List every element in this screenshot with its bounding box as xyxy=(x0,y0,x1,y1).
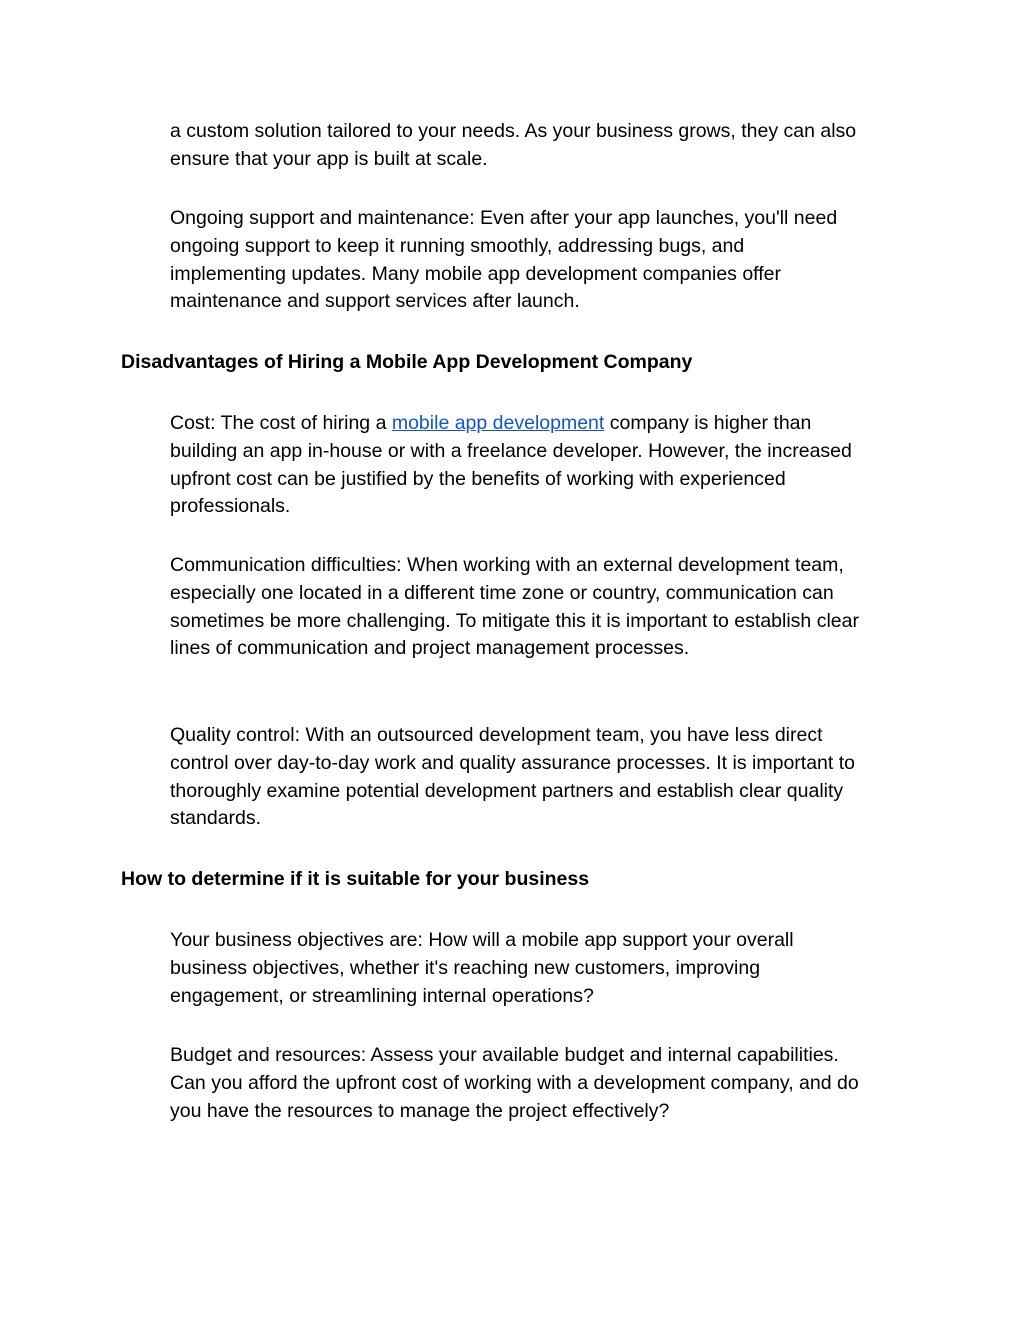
communication-paragraph: Communication difficulties: When working with an external development team, especially one located in a different time zone or country, communication can sometimes be more challenging. To mitigate this it is important to establish clear lines of communication and project management processes. xyxy=(170,554,859,660)
disadvantages-heading: Disadvantages of Hiring a Mobile App Development Company xyxy=(121,351,693,373)
cost-paragraph xyxy=(170,410,860,521)
intro-paragraph: a custom solution tailored to your needs. As your business grows, they can also ensure that your app is built at scale. xyxy=(170,120,857,170)
suitability-heading: How to determine if it is suitable for your business xyxy=(121,868,590,890)
cost-text-after-link: company is higher than building an app in-house or with a freelance developer. However, the increased upfront cost can be justified by the benefits of working with experienced professionals. xyxy=(170,412,852,518)
mobile-app-development-link[interactable]: mobile app development xyxy=(391,412,605,434)
budget-paragraph: Budget and resources: Assess your available budget and internal capabilities. Can you afford the upfront cost of working with a development company, and do you have the resources to manage the project effectively? xyxy=(170,1044,859,1122)
objectives-paragraph: Your business objectives are: How will a mobile app support your overall business objectives, whether it's reaching new customers, improving engagement, or streamlining internal operations? xyxy=(170,929,794,1007)
quality-paragraph: Quality control: With an outsourced development team, you have less direct control over day-to-day work and quality assurance processes. It is important to thoroughly examine potential development partners and establish clear quality standards. xyxy=(170,724,855,830)
cost-text-before-link: Cost: The cost of hiring a xyxy=(170,412,392,434)
support-paragraph: Ongoing support and maintenance: Even after your app launches, you'll need ongoing support to keep it running smoothly, addressing bugs, and implementing updates. Many mobile app development companies offer maintenance and support services after launch. xyxy=(170,207,838,313)
